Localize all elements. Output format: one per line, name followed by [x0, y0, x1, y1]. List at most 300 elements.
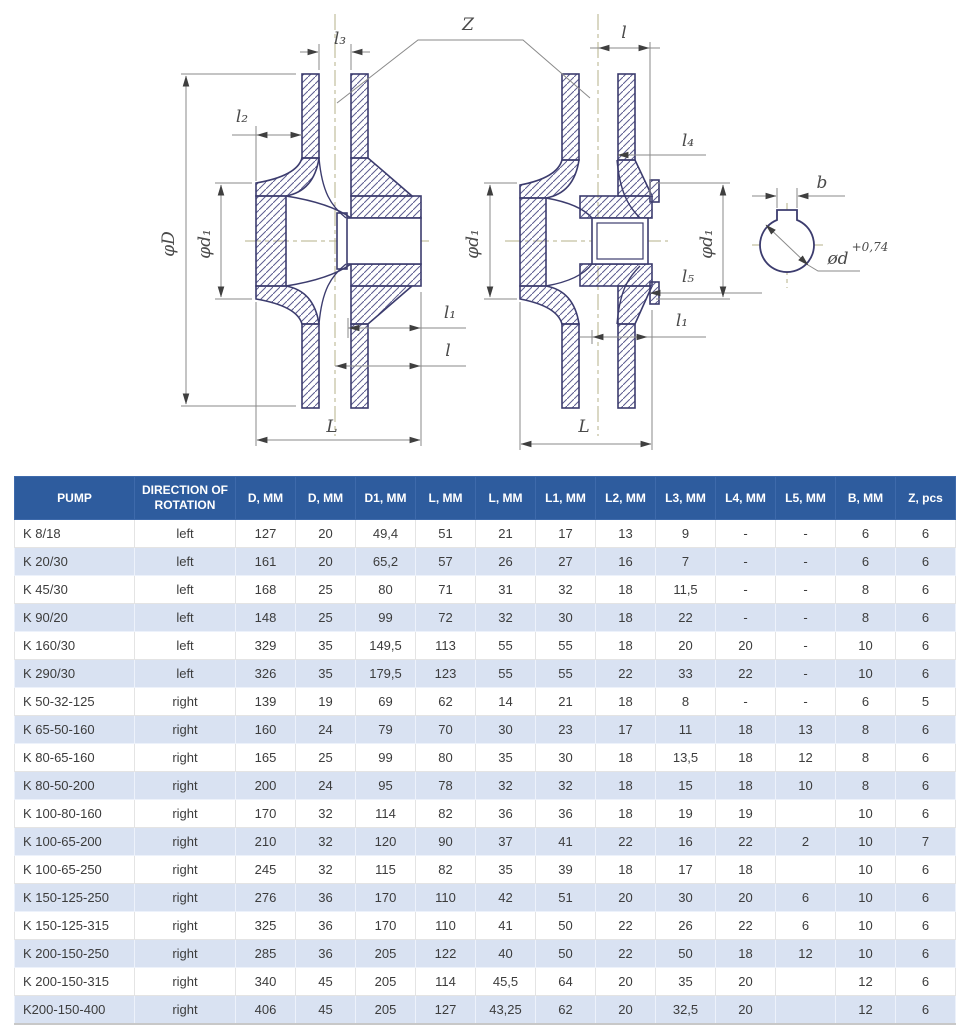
pump-model-cell: K 20/30 [15, 548, 135, 576]
dimension-value-cell: 22 [596, 660, 656, 688]
dimension-value-cell: 25 [296, 604, 356, 632]
dimension-value-cell: 120 [356, 828, 416, 856]
technical-drawing [0, 0, 969, 474]
dimension-value-cell: 122 [416, 940, 476, 968]
dimension-value-cell: - [716, 576, 776, 604]
dimension-value-cell: 32 [296, 800, 356, 828]
table-row [15, 800, 956, 828]
dimension-value-cell: 35 [296, 660, 356, 688]
dimension-value-cell: 49,4 [356, 520, 416, 548]
dimension-value-cell: 285 [236, 940, 296, 968]
column-header: L5, MM [776, 477, 836, 520]
dimension-value-cell: 7 [896, 828, 956, 856]
dimension-value-cell: 6 [836, 688, 896, 716]
table-row [15, 604, 956, 632]
dimension-value-cell: left [135, 632, 236, 660]
dimension-value-cell: 2 [776, 828, 836, 856]
dimension-value-cell: 24 [296, 716, 356, 744]
dimension-value-cell: - [776, 604, 836, 632]
dim-label-b: b [816, 173, 828, 193]
dimension-value-cell: 149,5 [356, 632, 416, 660]
dimension-value-cell: 6 [896, 744, 956, 772]
dimension-value-cell: 6 [836, 520, 896, 548]
dim-label-od: ød [827, 249, 849, 269]
dimension-value-cell: 37 [476, 828, 536, 856]
dimension-value-cell: 45 [296, 996, 356, 1025]
dimension-value-cell: 41 [476, 912, 536, 940]
dimension-value-cell [776, 996, 836, 1025]
dimension-value-cell: 62 [536, 996, 596, 1025]
dimension-value-cell: 39 [536, 856, 596, 884]
dimension-value-cell: 6 [896, 660, 956, 688]
dimension-value-cell: 160 [236, 716, 296, 744]
dimension-value-cell: 161 [236, 548, 296, 576]
dimension-value-cell: 95 [356, 772, 416, 800]
dimension-value-cell: 57 [416, 548, 476, 576]
table-row [15, 940, 956, 968]
pump-model-cell: K 8/18 [15, 520, 135, 548]
dim-label-l3: l₃ [333, 29, 347, 49]
dimension-value-cell: 113 [416, 632, 476, 660]
pump-model-cell: K200-150-400 [15, 996, 135, 1025]
dimension-value-cell: 127 [416, 996, 476, 1025]
dimension-value-cell: 127 [236, 520, 296, 548]
dim-label-l-right: l [621, 23, 627, 43]
dimension-value-cell [776, 856, 836, 884]
dimension-value-cell: 10 [836, 912, 896, 940]
dimension-value-cell: 6 [776, 884, 836, 912]
dimension-value-cell: right [135, 800, 236, 828]
dimension-value-cell: 18 [716, 856, 776, 884]
dimension-value-cell: 12 [836, 996, 896, 1025]
dimension-value-cell: 13 [596, 520, 656, 548]
dimension-value-cell: 200 [236, 772, 296, 800]
dimension-value-cell: 325 [236, 912, 296, 940]
dimension-value-cell: 139 [236, 688, 296, 716]
column-header: L2, MM [596, 477, 656, 520]
dimension-value-cell: right [135, 968, 236, 996]
table-row [15, 520, 956, 548]
pump-model-cell: K 150-125-250 [15, 884, 135, 912]
dimension-value-cell: 30 [476, 716, 536, 744]
dimension-value-cell: 8 [656, 688, 716, 716]
dimension-value-cell: 16 [596, 548, 656, 576]
dimension-value-cell: 19 [656, 800, 716, 828]
dimension-value-cell: right [135, 772, 236, 800]
table-row [15, 632, 956, 660]
dimension-value-cell: 82 [416, 800, 476, 828]
pump-model-cell: K 100-80-160 [15, 800, 135, 828]
column-header: Z, pcs [896, 477, 956, 520]
pump-model-cell: K 65-50-160 [15, 716, 135, 744]
dimension-value-cell: 6 [836, 548, 896, 576]
dimension-value-cell: 205 [356, 940, 416, 968]
dimension-value-cell: 30 [656, 884, 716, 912]
dimension-value-cell: 114 [356, 800, 416, 828]
dimension-value-cell: 18 [596, 856, 656, 884]
dimension-value-cell: 8 [836, 576, 896, 604]
dimension-value-cell: 205 [356, 996, 416, 1025]
dimension-value-cell: 170 [356, 912, 416, 940]
dim-label-l1-right: l₁ [675, 311, 689, 331]
column-header: D, MM [236, 477, 296, 520]
pump-model-cell: K 80-50-200 [15, 772, 135, 800]
dimension-value-cell: 6 [896, 996, 956, 1025]
table-row [15, 688, 956, 716]
table-header-row [15, 477, 956, 520]
dimension-value-cell: 6 [896, 940, 956, 968]
dimension-value-cell: 205 [356, 968, 416, 996]
dimension-value-cell: 170 [236, 800, 296, 828]
dimension-value-cell: left [135, 520, 236, 548]
dimension-value-cell: left [135, 660, 236, 688]
table-row [15, 716, 956, 744]
dimension-value-cell: left [135, 548, 236, 576]
pump-model-cell: K 200-150-250 [15, 940, 135, 968]
dimension-value-cell: 6 [896, 576, 956, 604]
dim-label-phi-d1-mid: φd₁ [463, 229, 483, 259]
dimension-value-cell: - [776, 548, 836, 576]
dimension-value-cell: 12 [776, 744, 836, 772]
dimension-value-cell: 170 [356, 884, 416, 912]
column-header: L, MM [476, 477, 536, 520]
dimension-value-cell: 18 [716, 772, 776, 800]
dimension-value-cell: 36 [476, 800, 536, 828]
dimension-value-cell: 10 [836, 884, 896, 912]
dimension-value-cell: 26 [656, 912, 716, 940]
dimension-value-cell: 99 [356, 604, 416, 632]
dimension-value-cell: 9 [656, 520, 716, 548]
dimension-value-cell: 18 [596, 688, 656, 716]
dimension-value-cell: 33 [656, 660, 716, 688]
table-row [15, 772, 956, 800]
pump-model-cell: K 90/20 [15, 604, 135, 632]
dimension-value-cell: 35 [656, 968, 716, 996]
dimension-value-cell: 25 [296, 744, 356, 772]
dimension-value-cell: 50 [536, 940, 596, 968]
dimension-value-cell: 20 [656, 632, 716, 660]
dimension-value-cell: 6 [896, 856, 956, 884]
dimension-value-cell: 35 [476, 744, 536, 772]
dim-label-l5: l₅ [681, 267, 695, 287]
dimension-value-cell: 245 [236, 856, 296, 884]
dimension-value-cell: 6 [776, 912, 836, 940]
dimension-value-cell: 51 [536, 884, 596, 912]
dimension-value-cell: 10 [836, 828, 896, 856]
dim-label-L-right: L [578, 417, 590, 437]
dimension-value-cell: 70 [416, 716, 476, 744]
dimension-value-cell: right [135, 996, 236, 1025]
dimension-value-cell: 79 [356, 716, 416, 744]
dimension-value-cell: 20 [296, 548, 356, 576]
dimension-value-cell: 30 [536, 604, 596, 632]
dimension-value-cell: 55 [476, 660, 536, 688]
dimension-value-cell: 78 [416, 772, 476, 800]
dimension-value-cell: 32 [536, 772, 596, 800]
dimension-value-cell: 18 [596, 576, 656, 604]
dimension-value-cell: 22 [596, 828, 656, 856]
dimension-value-cell: - [776, 576, 836, 604]
dim-label-l1-left: l₁ [443, 303, 457, 323]
dimension-value-cell: - [716, 688, 776, 716]
dimension-value-cell: 20 [596, 996, 656, 1025]
dimension-value-cell: 12 [836, 968, 896, 996]
dimension-value-cell: 99 [356, 744, 416, 772]
dimension-value-cell [776, 800, 836, 828]
dimension-value-cell: 20 [296, 520, 356, 548]
dimension-value-cell: 35 [296, 632, 356, 660]
dimension-value-cell: 19 [716, 800, 776, 828]
dimension-value-cell: 17 [656, 856, 716, 884]
dimension-value-cell: 14 [476, 688, 536, 716]
dimension-value-cell: 10 [836, 800, 896, 828]
dimension-value-cell: - [716, 520, 776, 548]
table-row [15, 576, 956, 604]
dimension-value-cell: 41 [536, 828, 596, 856]
dimension-value-cell: 13 [776, 716, 836, 744]
dimension-value-cell: 22 [596, 940, 656, 968]
dimension-value-cell: 5 [896, 688, 956, 716]
dimension-value-cell: - [776, 520, 836, 548]
dim-label-l2: l₂ [235, 107, 249, 127]
dimension-value-cell: 18 [716, 716, 776, 744]
dimension-value-cell: 32 [476, 604, 536, 632]
table-row [15, 996, 956, 1025]
table-row [15, 884, 956, 912]
dimension-value-cell: 36 [296, 884, 356, 912]
dimension-value-cell: 110 [416, 884, 476, 912]
dimension-value-cell: 22 [716, 828, 776, 856]
dim-label-phi-d1-right: φd₁ [697, 229, 717, 259]
dimension-value-cell: left [135, 604, 236, 632]
dimension-value-cell: 8 [836, 744, 896, 772]
dimension-value-cell: 71 [416, 576, 476, 604]
dimension-value-cell: 18 [596, 744, 656, 772]
dimension-value-cell: right [135, 940, 236, 968]
dimension-value-cell: - [716, 548, 776, 576]
dimension-value-cell: 36 [296, 940, 356, 968]
dimension-value-cell: 36 [536, 800, 596, 828]
dimension-value-cell: 210 [236, 828, 296, 856]
dimension-value-cell: 18 [596, 632, 656, 660]
dimension-value-cell: 20 [716, 968, 776, 996]
table-row [15, 912, 956, 940]
dimension-value-cell: 80 [356, 576, 416, 604]
dimension-value-cell: 115 [356, 856, 416, 884]
left-impeller-section [256, 74, 421, 408]
dimension-value-cell: 26 [476, 548, 536, 576]
column-header: B, MM [836, 477, 896, 520]
dimension-value-cell: - [716, 604, 776, 632]
dimension-value-cell: 6 [896, 520, 956, 548]
dimension-value-cell: 22 [716, 660, 776, 688]
dimension-value-cell: 55 [476, 632, 536, 660]
dimension-value-cell: 10 [776, 772, 836, 800]
dimension-value-cell: right [135, 716, 236, 744]
dimension-value-cell: 15 [656, 772, 716, 800]
dimension-value-cell: 6 [896, 716, 956, 744]
dim-label-L-left: L [326, 417, 338, 437]
dimension-value-cell: 6 [896, 772, 956, 800]
dimension-value-cell: - [776, 660, 836, 688]
dimension-value-cell: 17 [536, 520, 596, 548]
dim-label-z: Z [462, 15, 474, 35]
dimension-value-cell: 30 [536, 744, 596, 772]
dimension-value-cell: 80 [416, 744, 476, 772]
table-row [15, 744, 956, 772]
dimension-value-cell: 55 [536, 660, 596, 688]
dimension-value-cell: 16 [656, 828, 716, 856]
pump-model-cell: K 100-65-200 [15, 828, 135, 856]
table-row [15, 548, 956, 576]
dimension-value-cell: 8 [836, 716, 896, 744]
dimension-value-cell: 110 [416, 912, 476, 940]
dimension-value-cell: 276 [236, 884, 296, 912]
dimension-value-cell: 82 [416, 856, 476, 884]
dimension-value-cell: 24 [296, 772, 356, 800]
dimension-value-cell: 69 [356, 688, 416, 716]
dimension-value-cell: 340 [236, 968, 296, 996]
dimension-value-cell: 42 [476, 884, 536, 912]
pump-model-cell: K 45/30 [15, 576, 135, 604]
dimension-value-cell: 65,2 [356, 548, 416, 576]
column-header: PUMP [15, 477, 135, 520]
pump-model-cell: K 100-65-250 [15, 856, 135, 884]
table-row [15, 660, 956, 688]
dimension-value-cell: 114 [416, 968, 476, 996]
column-header: DIRECTION OF ROTATION [135, 477, 236, 520]
dim-label-l4: l₄ [681, 131, 695, 151]
dimension-value-cell: 45 [296, 968, 356, 996]
dimension-value-cell: 64 [536, 968, 596, 996]
dimension-value-cell: 45,5 [476, 968, 536, 996]
dimension-value-cell: 21 [536, 688, 596, 716]
dimension-value-cell: 22 [596, 912, 656, 940]
dimension-value-cell: 6 [896, 632, 956, 660]
pump-model-cell: K 150-125-315 [15, 912, 135, 940]
pump-model-cell: K 200-150-315 [15, 968, 135, 996]
dimension-value-cell: 18 [716, 744, 776, 772]
dimension-value-cell: 168 [236, 576, 296, 604]
dimension-value-cell: - [776, 688, 836, 716]
pump-dimensions-table [14, 476, 956, 1025]
dimension-value-cell: 10 [836, 660, 896, 688]
dimension-value-cell: 18 [596, 800, 656, 828]
dimension-value-cell: 20 [596, 968, 656, 996]
pump-model-cell: K 160/30 [15, 632, 135, 660]
technical-drawing-svg [0, 0, 969, 474]
dimension-value-cell: left [135, 576, 236, 604]
dimension-value-cell: 22 [656, 604, 716, 632]
pump-model-cell: K 50-32-125 [15, 688, 135, 716]
dimension-value-cell: 7 [656, 548, 716, 576]
dim-label-phi-d1-left: φd₁ [195, 229, 215, 259]
pump-model-cell: K 290/30 [15, 660, 135, 688]
dimension-value-cell: 6 [896, 604, 956, 632]
dimension-value-cell: 17 [596, 716, 656, 744]
dimension-value-cell: 20 [716, 884, 776, 912]
dimension-value-cell: 148 [236, 604, 296, 632]
dimension-value-cell: 11,5 [656, 576, 716, 604]
dimension-value-cell: 20 [716, 996, 776, 1025]
dimension-value-cell: 10 [836, 856, 896, 884]
dimension-value-cell: 10 [836, 632, 896, 660]
dimension-value-cell: 32 [296, 828, 356, 856]
dimension-value-cell: right [135, 856, 236, 884]
dimension-value-cell: 22 [716, 912, 776, 940]
dimension-value-cell: 32 [536, 576, 596, 604]
dimension-value-cell: 50 [536, 912, 596, 940]
dimension-value-cell: 31 [476, 576, 536, 604]
dimension-value-cell: 11 [656, 716, 716, 744]
dimension-value-cell: 25 [296, 576, 356, 604]
dimension-value-cell: 179,5 [356, 660, 416, 688]
dimension-value-cell: 19 [296, 688, 356, 716]
table-row [15, 856, 956, 884]
pump-model-cell: K 80-65-160 [15, 744, 135, 772]
dimension-value-cell: 62 [416, 688, 476, 716]
dimension-value-cell: 6 [896, 968, 956, 996]
dimension-value-cell: 165 [236, 744, 296, 772]
dimension-value-cell: 6 [896, 800, 956, 828]
dimension-value-cell: 32 [296, 856, 356, 884]
dimension-value-cell: - [776, 632, 836, 660]
column-header: L3, MM [656, 477, 716, 520]
dimension-value-cell: 406 [236, 996, 296, 1025]
column-header: D1, MM [356, 477, 416, 520]
dimension-value-cell: 123 [416, 660, 476, 688]
dimension-value-cell: 23 [536, 716, 596, 744]
dimension-value-cell: 40 [476, 940, 536, 968]
dimension-value-cell: right [135, 744, 236, 772]
dimension-value-cell: 6 [896, 548, 956, 576]
dimension-value-cell: 72 [416, 604, 476, 632]
dimension-value-cell: 18 [596, 604, 656, 632]
column-header: L, MM [416, 477, 476, 520]
dimension-value-cell: 326 [236, 660, 296, 688]
dimension-value-cell: 51 [416, 520, 476, 548]
dimension-value-cell: 32 [476, 772, 536, 800]
dimension-value-cell: 8 [836, 604, 896, 632]
dimension-value-cell: 13,5 [656, 744, 716, 772]
dim-label-phi-D: φD [159, 231, 179, 257]
dimension-value-cell: 32,5 [656, 996, 716, 1025]
dimension-value-cell: 90 [416, 828, 476, 856]
dimension-value-cell: 18 [596, 772, 656, 800]
dimension-value-cell: 35 [476, 856, 536, 884]
dimension-value-cell: 6 [896, 884, 956, 912]
dimension-value-cell: 329 [236, 632, 296, 660]
dimension-value-cell: 12 [776, 940, 836, 968]
dimension-value-cell: right [135, 912, 236, 940]
dim-label-l-left: l [445, 341, 451, 361]
dim-label-od-tolerance: +0,74 [851, 240, 889, 254]
dimension-value-cell: 20 [596, 884, 656, 912]
dimension-value-cell: 20 [716, 632, 776, 660]
dimension-value-cell: 55 [536, 632, 596, 660]
dimension-value-cell: 36 [296, 912, 356, 940]
dimension-value-cell: right [135, 828, 236, 856]
table-row [15, 828, 956, 856]
dimension-value-cell: right [135, 884, 236, 912]
column-header: L1, MM [536, 477, 596, 520]
dimension-value-cell: 43,25 [476, 996, 536, 1025]
column-header: D, MM [296, 477, 356, 520]
dimension-value-cell: 27 [536, 548, 596, 576]
dimension-value-cell: 6 [896, 912, 956, 940]
table-row [15, 968, 956, 996]
dimension-value-cell: right [135, 688, 236, 716]
